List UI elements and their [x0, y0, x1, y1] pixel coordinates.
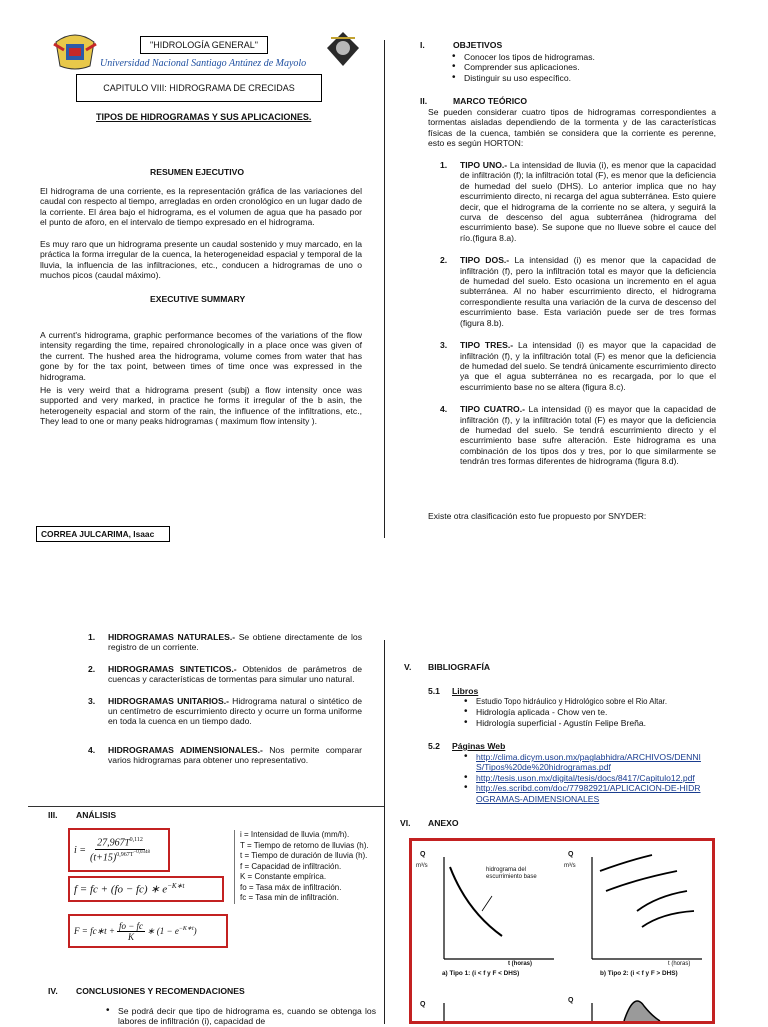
web-link[interactable]: http://es.scribd.com/doc/77982921/APLICACION-DE-HIDROGRAMAS-ADIMENSIONALES	[476, 783, 701, 804]
objectives-list	[450, 52, 744, 83]
resumen-paragraph-2: Es muy raro que un hidrograma presente un caudal sostenido y muy marcado, en la práctica la forma irregular de la cuenca, la heterogeneidad espacial y temporal de la lluvia, la influencia de las infiltraciones, etc., conducen a hidrogramas de uno o muchos picos (caudal máximo).	[40, 239, 362, 281]
snyder-intro: Existe otra clasificación esto fue propuesto por SNYDER:	[428, 511, 647, 521]
curve-label: hidrograma del escurrimiento base	[486, 867, 537, 880]
axis-q-label-c: Q	[420, 1001, 426, 1008]
caption-a: a) Tipo 1: (i < f y F < DHS)	[442, 970, 520, 977]
annex-figure	[409, 838, 715, 1024]
axis-q-label-a: Q	[420, 851, 426, 858]
objetivos-heading: OBJETIVOS	[453, 40, 503, 50]
web-link[interactable]: http://tesis.uson.mx/digital/tesis/docs/8417/Capitulo12.pdf	[476, 772, 695, 783]
snyder-type-item: 2. HIDROGRAMAS SINTETICOS.- Obtenidos de parámetros de cuencas y características de tormentas para simular uno natural.	[88, 663, 363, 685]
objective-item: • Comprender sus aplicaciones.	[464, 62, 744, 72]
marco-intro: Se pueden considerar cuatro tipos de hidrogramas correspondientes a tormentas aisladas dependiendo de la tormenta y de las características físicas de la cuenca, también se considera que la corriente es perenne, esto es según HORTON:	[428, 107, 716, 149]
legend-item: f = Capacidad de infiltración.	[240, 861, 342, 871]
legend-item: fc = Tasa min de infiltración.	[240, 893, 339, 902]
author-box: CORREA JULCARIMA, Isaac	[36, 526, 170, 542]
conclusiones-number: IV.	[48, 986, 58, 996]
page-1-column-divider	[384, 40, 385, 538]
book-item: • Hidrología aplicada - Chow ven te.	[476, 707, 746, 717]
chapter-title-box: CAPITULO VIII: HIDROGRAMA DE CRECIDAS	[76, 74, 322, 102]
axis-q-unit-a: m³/s	[416, 863, 428, 869]
web-number: 5.2	[428, 741, 440, 751]
bibliografia-number: V.	[404, 662, 412, 672]
axis-time-label-a: t (horas)	[508, 961, 532, 967]
conclusiones-heading: CONCLUSIONES Y RECOMENDACIONES	[76, 986, 245, 996]
executive-summary-heading: EXECUTIVE SUMMARY	[150, 294, 246, 304]
analysis-rule	[28, 806, 384, 807]
web-link-item[interactable]	[476, 773, 706, 783]
web-links-list	[462, 752, 706, 804]
web-heading: Páginas Web	[452, 741, 506, 751]
infiltration-capacity-formula: f = fc + (fo − fc) ∗ $e^{-K∗t}$	[68, 876, 224, 902]
tipo-item: 2. TIPO DOS.- La intensidad (i) es menor que la capacidad de infiltración (f), pero la infiltración total es mayor que la deficiencia de humedad del suelo. Esto ocasiona un incremento en el agua subterránea. Al no haber escurrimiento directo, el hidrograma correspondiente resulta una variación de la curva de descenso del escurrimiento base. Esta variación puede ser de tres formas (figura 8.b).	[440, 255, 716, 328]
legend-item: fo = Tasa máx de infiltración.	[240, 882, 342, 892]
resumen-heading: RESUMEN EJECUTIVO	[150, 167, 245, 177]
rain-intensity-formula: i = $\frac{27,967T^{0,112}}{(t+15)^{0,967T^{-0,0348}}}$	[68, 828, 170, 872]
caption-b: b) Tipo 2: (i < f y F > DHS)	[600, 970, 678, 977]
total-infiltration-formula: F = fc∗t + $\frac{fo - fc}{K}$ ∗ $(1 - e^{-K∗t})$	[68, 914, 228, 948]
resumen-paragraph-1: El hidrograma de una corriente, es la representación gráfica de las variaciones del caudal con respecto al tiempo, arregladas en orden cronológico en un lugar dado de la corriente. El área bajo el hidrograma, es el volumen de agua que ha pasado por el punto de aforo, en el intervalo de tiempo expresado en el hidrograma.	[40, 186, 362, 228]
legend-item: i = Intensidad de lluvia (mm/h).	[240, 830, 350, 839]
axis-q-unit-b: m³/s	[564, 863, 576, 869]
books-list	[462, 697, 746, 728]
snyder-types-list	[76, 632, 362, 775]
axis-q-label-b: Q	[568, 851, 574, 858]
objective-item: • Conocer los tipos de hidrogramas.	[464, 52, 744, 62]
anexo-number: VI.	[400, 818, 411, 828]
objetivos-number: I.	[420, 40, 425, 50]
anexo-heading: ANEXO	[428, 818, 459, 828]
analisis-number: III.	[48, 810, 58, 820]
page-2-column-divider	[384, 640, 385, 1024]
university-name: Universidad Nacional Santiago Antúnez de Mayolo	[100, 58, 307, 69]
objective-item: • Distinguir su uso específico.	[464, 73, 744, 83]
analisis-heading: ANÁLISIS	[76, 810, 117, 820]
course-title-box: "HIDROLOGÍA GENERAL"	[140, 36, 268, 54]
snyder-type-item: 1. HIDROGRAMAS NATURALES.- Se obtiene directamente de los registro de un corriente.	[88, 632, 362, 653]
hydrograph-sketches	[412, 841, 712, 1021]
formula-legend	[234, 830, 370, 904]
horton-types-list	[428, 160, 716, 476]
legend-item: K = Constante empírica.	[240, 872, 327, 881]
legend-item: T = Tiempo de retorno de lluvias (h).	[240, 840, 369, 850]
tipo-item: 3. TIPO TRES.- La intensidad (i) es mayor que la capacidad de infiltración (f), y la infiltración total (F) es menor que la deficiencia de humedad del suelo. Se tendrá únicamente escurrimiento directo ya que el agua subterránea no es recargada, por lo que el escurrimiento base no se altera (figura 8.c).	[440, 340, 716, 392]
libros-number: 5.1	[428, 686, 440, 696]
faculty-logo	[325, 30, 361, 68]
executive-paragraph-2: He is very weird that a hidrograma present (subj) a flow intensity once was supported and very marked, in practice he forms it irregular of the b asin, the heterogeneity espacial and storm of the rain, the influence of the infiltrations, etc., They lead to one or many peaks hidrogramas ( maximum flow intensity ).	[40, 385, 362, 427]
snyder-type-item: 3. HIDROGRAMAS UNITARIOS.- Hidrograma natural o sintético de un centímetro de escurrimiento directo y ocurre un forma uniforme en toda la cuenca en un tiempo dado.	[88, 695, 362, 727]
web-link[interactable]: http://clima.dicym.uson.mx/paglabhidra/ARCHIVOS/DENNIS/Tipos%20de%20hidrogramas.pdf	[476, 752, 701, 773]
marco-number: II.	[420, 96, 428, 106]
book-item: • Estudio Topo hidráulico y Hidrológico sobre el Rio Altar.	[476, 697, 746, 707]
web-link-item[interactable]	[476, 783, 706, 804]
tipo-item: 1. TIPO UNO.- La intensidad de lluvia (i), es menor que la capacidad de infiltración (f); la infiltración total (F), es menor que la deficiencia de humedad del suelo (DHS). Lo anterior implica que no hay escurrimiento directo, ni recarga del agua subterránea. Esto quiere decir, que el hidrograma de la corriente no se altera, y seguirá la curva de descenso del agua subterránea (hidrograma del escurrimiento base). Se supone que no llueve sobre el cauce del río.(figura 8.a).	[440, 160, 716, 243]
tipo-item: 4. TIPO CUATRO.- La intensidad (i) es mayor que la capacidad de infiltración (f), y la infiltración total (F) es mayor que la deficiencia de humedad del suelo. Se tendrá escurrimiento directo y el escurrimiento base sufre alteración. Este hidrograma es una combinación de los tipos dos y tres, por lo que similarmente se tendrán tres formas diferentes de hidrograma (figura 8.d).	[440, 404, 717, 467]
conclusion-item: • Se podrá decir que tipo de hidrograma es, cuando se obtenga los labores de infiltración (i), capacidad de	[118, 1006, 376, 1027]
university-logo	[52, 30, 98, 70]
web-link-item[interactable]	[476, 752, 706, 773]
axis-q-label-d: Q	[568, 997, 574, 1004]
snyder-type-item: 4. HIDROGRAMAS ADIMENSIONALES.- Nos permite comparar varios hidrogramas para obtener uno representativo.	[88, 744, 362, 766]
marco-heading: MARCO TEÓRICO	[453, 96, 527, 106]
legend-item: t = Tiempo de duración de lluvia (h).	[240, 851, 368, 860]
bibliografia-heading: BIBLIOGRAFÍA	[428, 662, 491, 672]
book-item: • Hidrología superficial - Agustín Felipe Breña.	[476, 718, 746, 728]
axis-time-label-b: t (horas)	[668, 961, 691, 967]
executive-paragraph-1: A current's hidrograma, graphic performance becomes of the variations of the flow intensity regarding the time, repaired chronologically in a place once was given of the current. The hushed area the hidrograma, volume comes from water that has gone by for the tax point, between times of time once was expressed in the hidrograma.	[40, 330, 362, 382]
libros-heading: Libros	[452, 686, 479, 696]
document-title: TIPOS DE HIDROGRAMAS Y SUS APLICACIONES.	[96, 112, 312, 122]
